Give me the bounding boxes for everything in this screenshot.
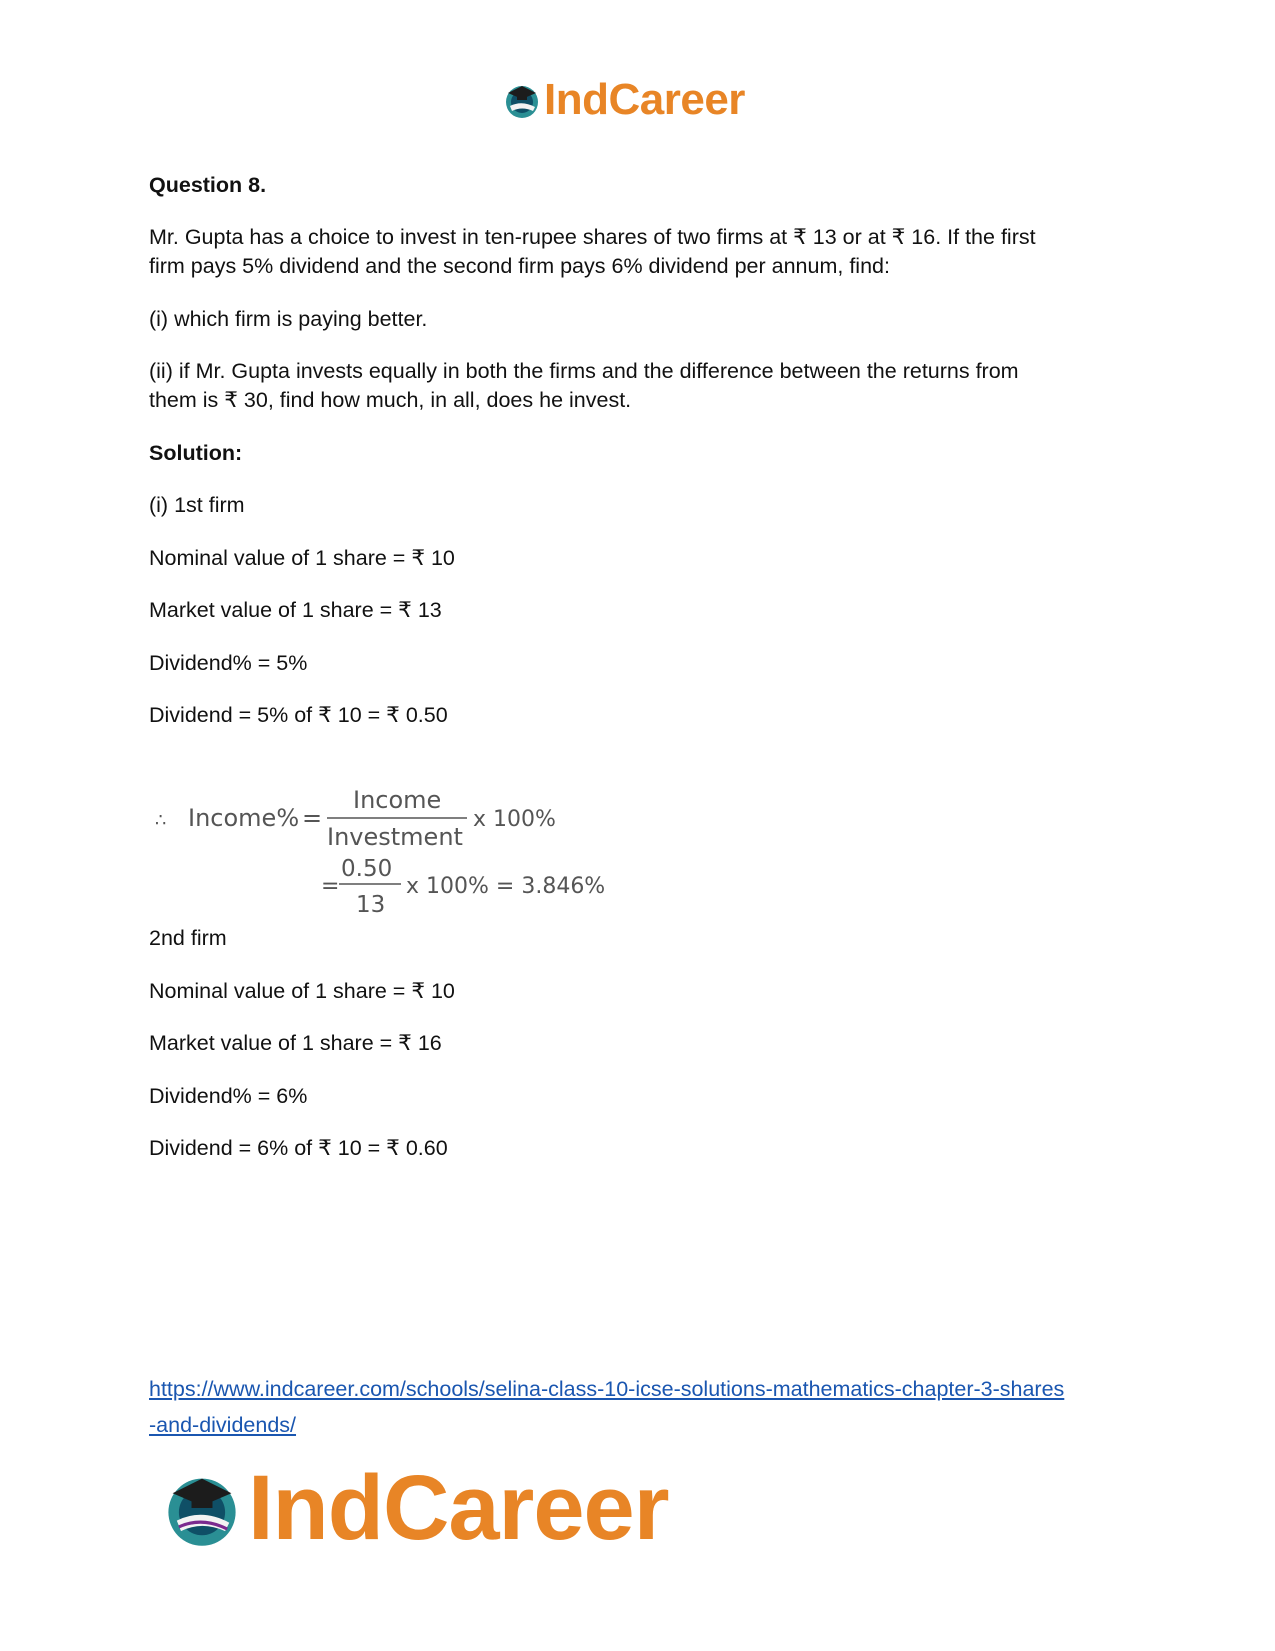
formula-eq2: =	[321, 874, 340, 899]
formula-num2: 0.50	[341, 856, 393, 882]
source-link[interactable]	[149, 1371, 1149, 1443]
second-firm-dividend: Dividend = 6% of ₹ 10 = ₹ 0.60	[149, 1136, 448, 1160]
question-part-ii-line1: (ii) if Mr. Gupta invests equally in both the firms and the difference between the returns from	[149, 359, 1019, 383]
formula-eq1: =	[302, 804, 323, 832]
solution-heading: Solution:	[149, 441, 243, 465]
formula-numerator: Income	[353, 788, 442, 814]
source-link-line1[interactable]: https://www.indcareer.com/schools/selina-class-10-icse-solutions-mathematics-chapter-3-shares	[149, 1377, 1065, 1401]
formula-denominator: Investment	[327, 823, 463, 851]
brand-name: IndCareer	[544, 75, 745, 124]
first-firm-dividend-pct: Dividend% = 5%	[149, 651, 308, 675]
question-part-i: (i) which firm is paying better.	[149, 307, 428, 331]
first-firm-label: (i) 1st firm	[149, 493, 245, 517]
second-firm-label: 2nd firm	[149, 926, 227, 950]
first-firm-market: Market value of 1 share = ₹ 13	[149, 598, 442, 622]
formula-den2: 13	[356, 892, 386, 918]
question-text-line1: Mr. Gupta has a choice to invest in ten-rupee shares of two firms at ₹ 13 or at ₹ 16. If the first	[149, 225, 1036, 249]
graduation-globe-icon	[502, 80, 542, 120]
formula-lhs: Income%	[188, 804, 300, 832]
formula-times100: x 100%	[473, 807, 556, 832]
second-firm-dividend-pct: Dividend% = 6%	[149, 1084, 308, 1108]
question-heading: Question 8.	[149, 173, 267, 197]
header-logo	[502, 75, 745, 124]
footer-logo	[160, 1457, 669, 1559]
question-text-line2: firm pays 5% dividend and the second firm pays 6% dividend per annum, find:	[149, 254, 890, 278]
second-firm-market: Market value of 1 share = ₹ 16	[149, 1031, 442, 1055]
question-part-ii-line2: them is ₹ 30, find how much, in all, does he invest.	[149, 388, 632, 412]
source-link-line2[interactable]: -and-dividends/	[149, 1413, 297, 1437]
second-firm-nominal: Nominal value of 1 share = ₹ 10	[149, 979, 455, 1003]
brand-name: IndCareer	[248, 1457, 669, 1559]
graduation-globe-icon	[160, 1466, 244, 1550]
first-firm-dividend: Dividend = 5% of ₹ 10 = ₹ 0.50	[149, 703, 448, 727]
formula-result: x 100% = 3.846%	[406, 874, 606, 899]
therefore-symbol: ∴	[155, 810, 167, 831]
first-firm-nominal: Nominal value of 1 share = ₹ 10	[149, 546, 455, 570]
income-formula	[155, 788, 675, 928]
